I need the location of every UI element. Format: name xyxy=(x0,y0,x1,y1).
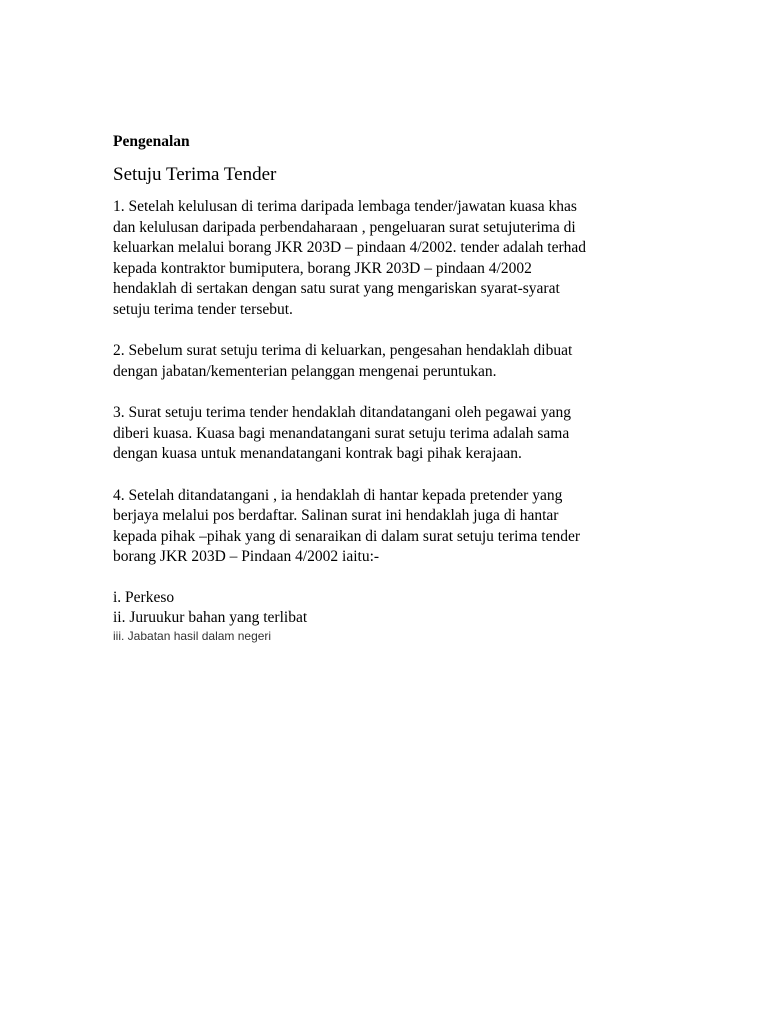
paragraph-line: kepada pihak –pihak yang di senaraikan di dalam surat setuju terima tender xyxy=(113,527,580,545)
list-item: iii. Jabatan hasil dalam negeri xyxy=(113,628,272,643)
list-item: ii. Juruukur bahan yang terlibat xyxy=(113,608,308,626)
paragraph-2 xyxy=(113,341,673,382)
paragraph-1 xyxy=(113,197,673,320)
document-subtitle: Setuju Terima Tender xyxy=(113,164,277,185)
document-content xyxy=(113,131,673,644)
paragraph-line: setuju terima tender tersebut. xyxy=(113,300,293,318)
section-heading: Pengenalan xyxy=(113,133,190,150)
paragraph-line: borang JKR 203D – Pindaan 4/2002 iaitu:- xyxy=(113,548,380,565)
paragraph-line: 4. Setelah ditandatangani , ia hendaklah di hantar kepada pretender yang xyxy=(113,486,563,504)
paragraph-line: berjaya melalui pos berdaftar. Salinan surat ini hendaklah juga di hantar xyxy=(113,507,559,524)
paragraph-line: 3. Surat setuju terima tender hendaklah ditandatangani oleh pegawai yang xyxy=(113,404,571,421)
paragraph-line: dengan jabatan/kementerian pelanggan mengenai peruntukan. xyxy=(113,362,497,380)
paragraph-line: kepada kontraktor bumiputera, borang JKR 203D – pindaan 4/2002 xyxy=(113,259,532,277)
paragraph-line: 2. Sebelum surat setuju terima di keluarkan, pengesahan hendaklah dibuat xyxy=(113,342,573,359)
paragraph-line: keluarkan melalui borang JKR 203D – pindaan 4/2002. tender adalah terhad xyxy=(113,239,587,256)
paragraph-line: hendaklah di sertakan dengan satu surat yang mengariskan syarat-syarat xyxy=(113,280,560,297)
paragraph-3 xyxy=(113,403,673,465)
recipient-list xyxy=(113,588,673,644)
paragraph-line: diberi kuasa. Kuasa bagi menandatangani surat setuju terima adalah sama xyxy=(113,424,570,442)
paragraph-line: dan kelulusan daripada perbendaharaan , pengeluaran surat setujuterima di xyxy=(113,218,576,236)
paragraph-4 xyxy=(113,486,673,568)
paragraph-line: 1. Setelah kelulusan di terima daripada lembaga tender/jawatan kuasa khas xyxy=(113,198,577,215)
list-item: i. Perkeso xyxy=(113,588,175,606)
paragraph-line: dengan kuasa untuk menandatangani kontrak bagi pihak kerajaan. xyxy=(113,445,522,462)
